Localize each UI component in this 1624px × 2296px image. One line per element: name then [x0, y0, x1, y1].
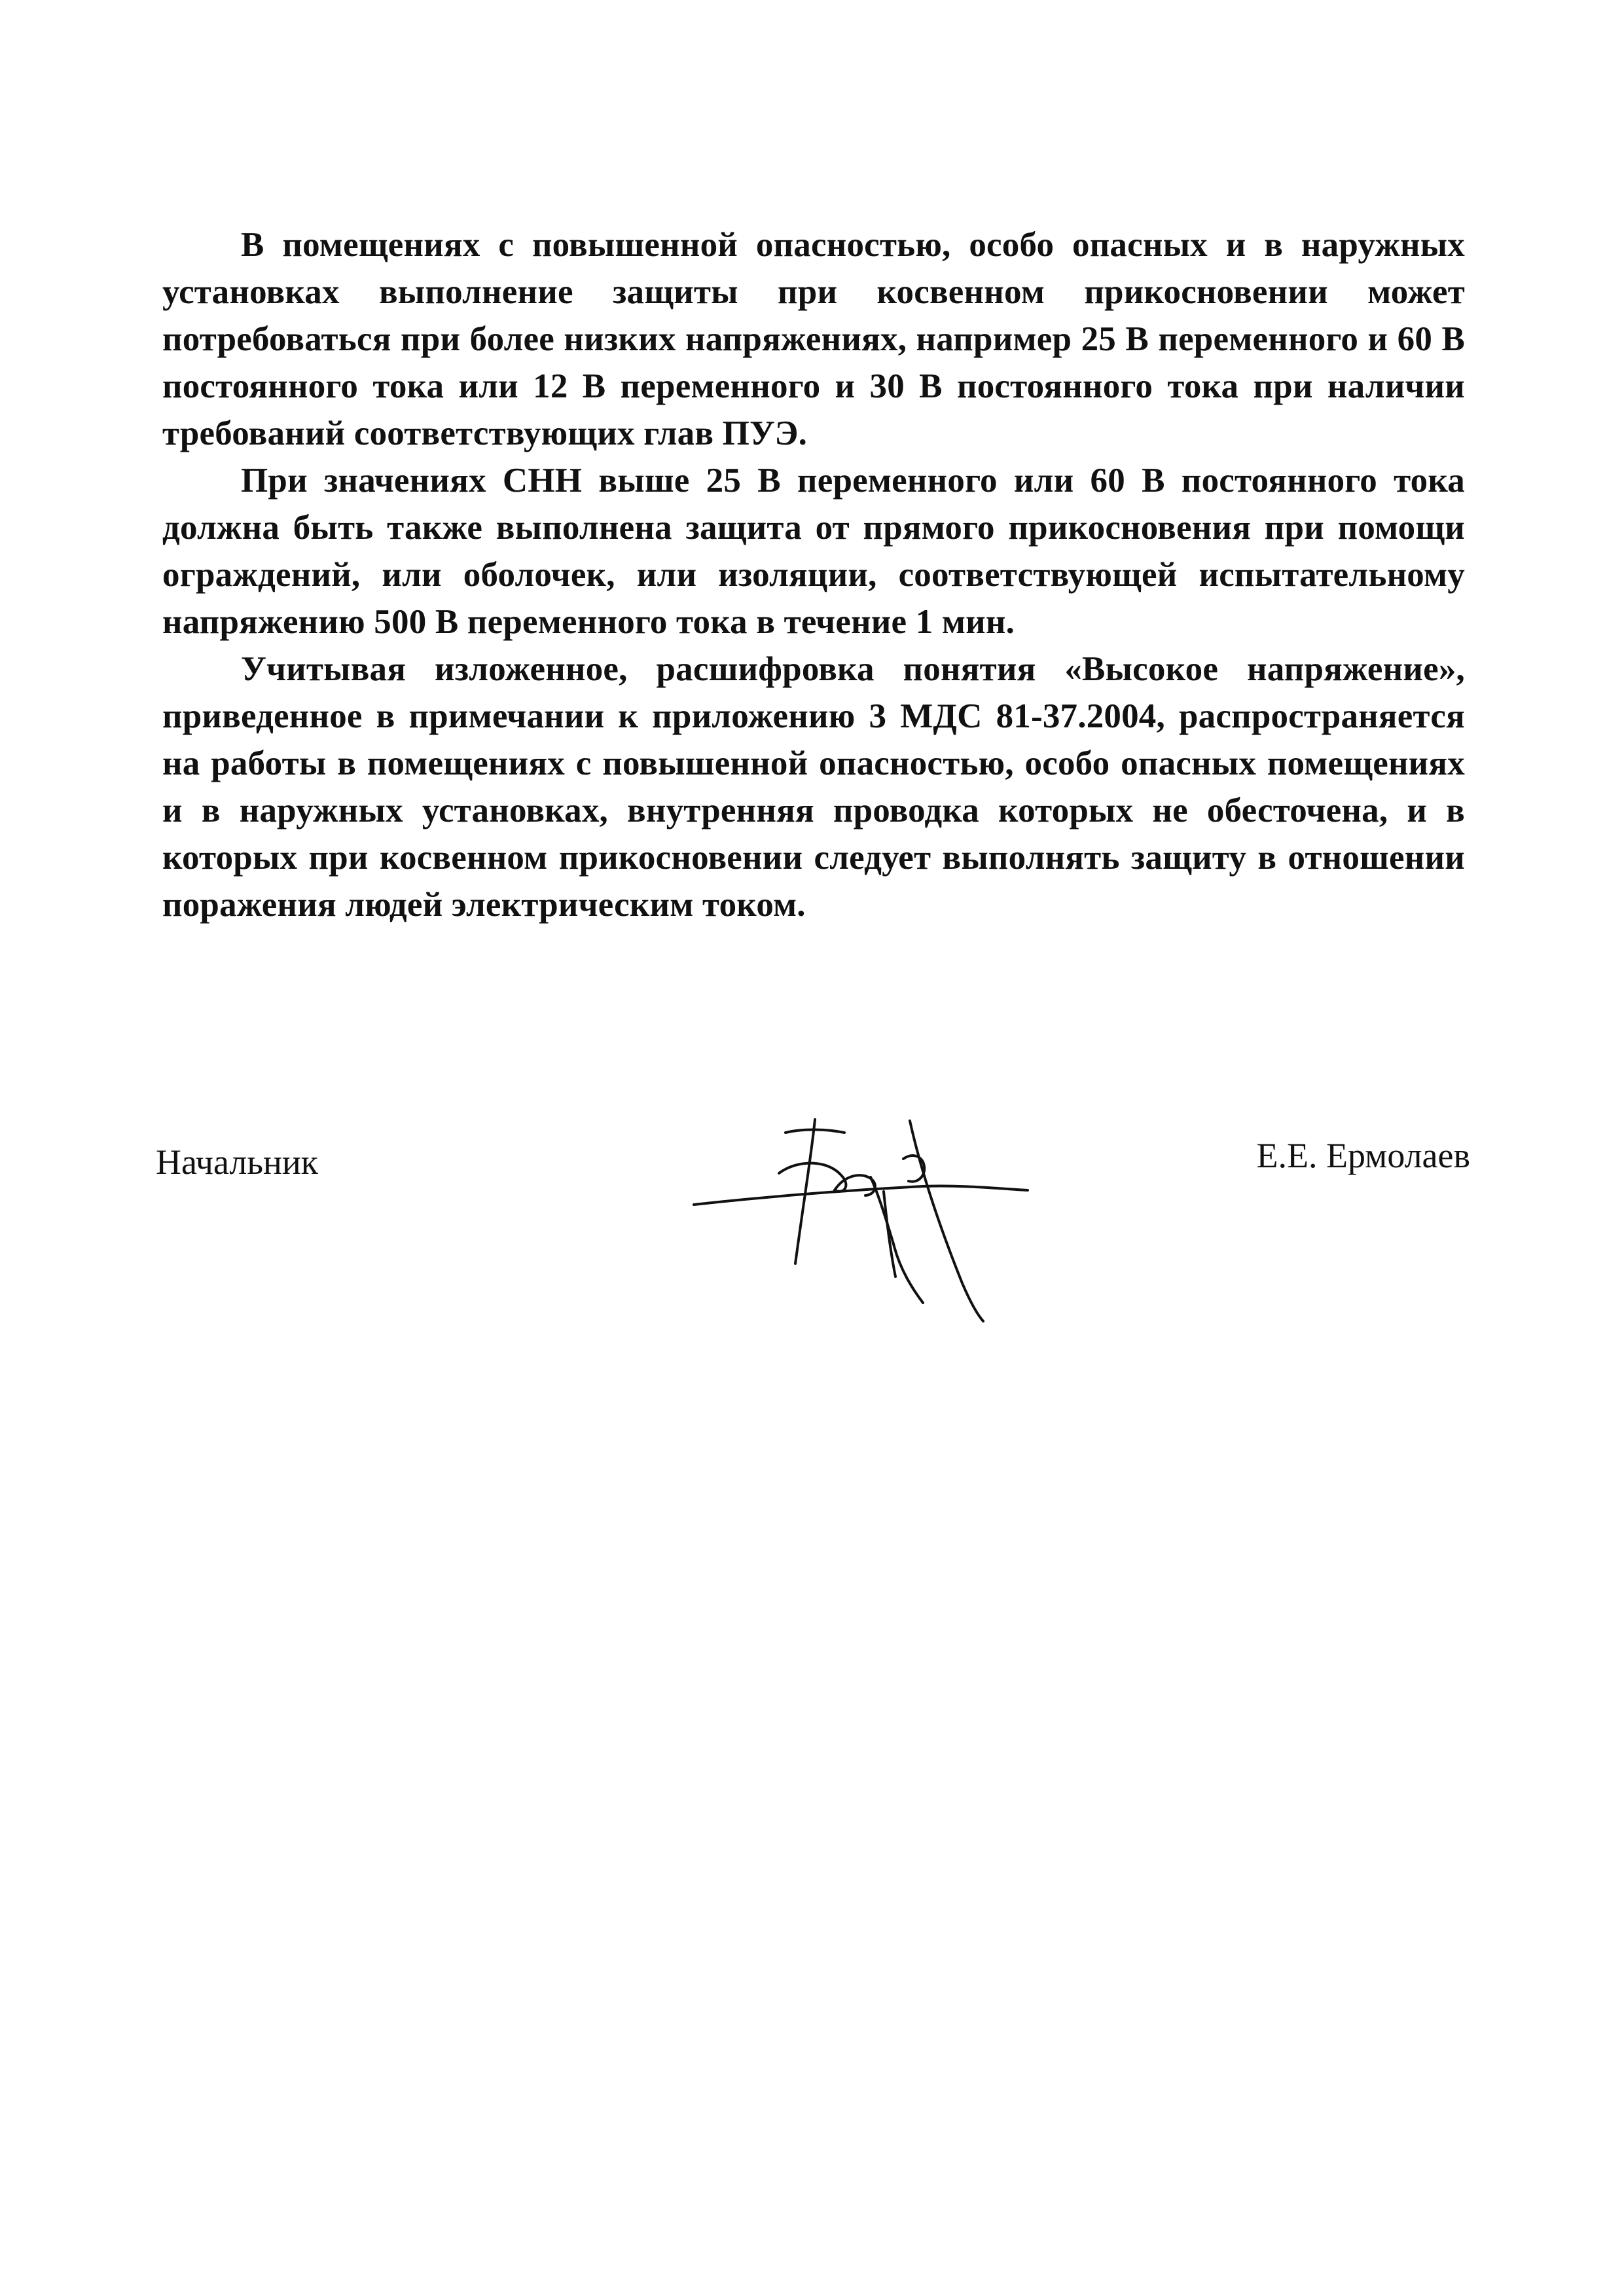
paragraph-1: В помещениях с повышенной опасностью, особо опасных и в наружных установках выполнение защиты при косвенном прикосновении может потребоваться при более низких напряжениях, например 25 В переменного и 60 В постоянного тока или 12 В переменного и 30 В постоянного тока при наличии требований соответствующих глав ПУЭ.: [162, 226, 1465, 452]
signer-name: Е.Е. Ермолаев: [1256, 1136, 1470, 1175]
signature-block: [151, 1113, 1473, 1322]
paragraph-2: При значениях СНН выше 25 В переменного или 60 В постоянного тока должна быть также выполнена защита от прямого прикосновения при помощи ограждений, или оболочек, или изоляции, соответствующей испытательному напряжению 500 В переменного тока в течение 1 мин.: [162, 462, 1465, 641]
paragraph-3: Учитывая изложенное, расшифровка понятия «Высокое напряжение», приведенное в примечании к приложению 3 МДС 81-37.2004, распространяется на работы в помещениях с повышенной опасностью, особо опасных помещениях и в наружных установках, внутренняя проводка которых не обесточена, и в которых при косвенном прикосновении следует выполнять защиту в отношении поражения людей электрическим током.: [162, 650, 1465, 924]
signer-position: Начальник: [156, 1142, 319, 1182]
document-body: [162, 221, 1465, 928]
handwritten-signature-icon: [687, 1113, 1054, 1322]
